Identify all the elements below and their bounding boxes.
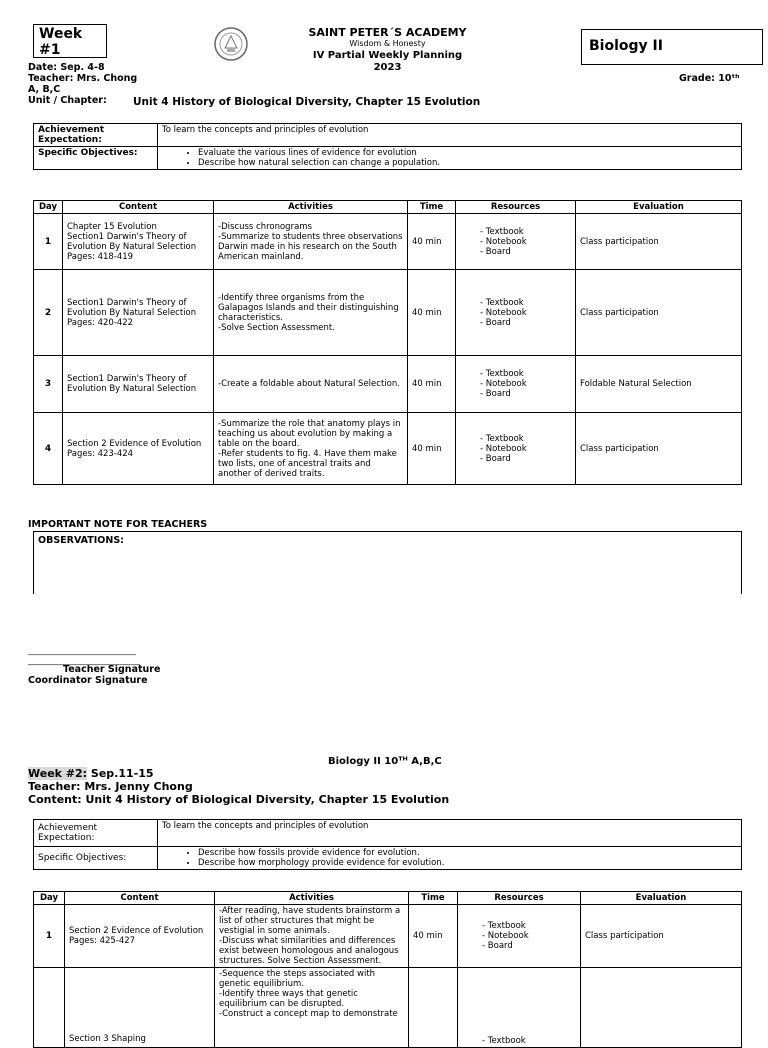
date: Date: Sep. 4-8 bbox=[28, 62, 105, 73]
objective-item: • Describe how morphology provide evidence for evolution. bbox=[198, 858, 737, 868]
week2-label: Week #2: bbox=[28, 767, 88, 780]
week2-teacher: Teacher: Mrs. Jenny Chong bbox=[28, 780, 193, 793]
table-row bbox=[34, 214, 742, 270]
content-cell bbox=[63, 270, 214, 356]
col-activities: Activities bbox=[215, 892, 409, 905]
col-time: Time bbox=[409, 892, 458, 905]
time-cell: 40 min bbox=[409, 905, 458, 968]
content-cell bbox=[63, 214, 214, 270]
col-day: Day bbox=[34, 892, 65, 905]
evaluation-cell: Class participation bbox=[576, 270, 742, 356]
subject-box bbox=[581, 29, 763, 65]
col-day: Day bbox=[34, 201, 63, 214]
resource-item: - Textbook bbox=[480, 369, 571, 379]
col-resources: Resources bbox=[456, 201, 576, 214]
unit-title: Unit 4 History of Biological Diversity, Chapter 15 Evolution bbox=[133, 96, 481, 108]
col-evaluation: Evaluation bbox=[581, 892, 742, 905]
teacher: Teacher: Mrs. Chong bbox=[28, 73, 138, 84]
day-cell: 4 bbox=[34, 413, 63, 485]
table-row bbox=[34, 270, 742, 356]
col-content: Content bbox=[63, 201, 214, 214]
resource-item: - Board bbox=[480, 318, 571, 328]
table-row bbox=[34, 905, 742, 968]
week2-dates: Sep.11-15 bbox=[90, 767, 154, 780]
objectives-label: Specific Objectives: bbox=[34, 847, 158, 870]
resources-cell bbox=[456, 214, 576, 270]
col-resources: Resources bbox=[458, 892, 581, 905]
week2-title: Biology II 10ᵀᴴ A,B,C bbox=[328, 756, 442, 767]
content-text: Section 3 Shaping bbox=[69, 1034, 146, 1044]
week2-content: Content: Unit 4 History of Biological Diversity, Chapter 15 Evolution bbox=[28, 793, 450, 806]
activities-cell bbox=[214, 413, 408, 485]
col-evaluation: Evaluation bbox=[576, 201, 742, 214]
resources-cell bbox=[456, 413, 576, 485]
content-cell bbox=[63, 413, 214, 485]
week2-schedule-table bbox=[33, 891, 742, 1048]
achievement-text: To learn the concepts and principles of evolution bbox=[158, 124, 742, 147]
resources-cell bbox=[458, 968, 581, 1048]
activities-text: -Discuss chronograms -Summarize to students three observations Darwin made in his research on the South American mainland. bbox=[218, 221, 403, 262]
unit-label: Unit / Chapter: bbox=[28, 95, 107, 106]
grade: Grade: 10ᵗʰ bbox=[679, 73, 740, 84]
signature-line-2: ____________________________ bbox=[28, 656, 140, 665]
day-cell bbox=[34, 968, 65, 1048]
content-cell bbox=[65, 968, 215, 1048]
plan-year: 2023 bbox=[373, 62, 402, 73]
content-text: Section 2 Evidence of Evolution Pages: 423-424 bbox=[67, 438, 202, 459]
resources-cell bbox=[458, 905, 581, 968]
resource-item: - Notebook bbox=[482, 931, 576, 941]
observations-label: OBSERVATIONS: bbox=[38, 535, 124, 546]
table-row bbox=[34, 413, 742, 485]
school-name: SAINT PETER´S ACADEMY bbox=[308, 26, 467, 39]
time-cell bbox=[409, 968, 458, 1048]
day-cell: 2 bbox=[34, 270, 63, 356]
evaluation-cell: Class participation bbox=[576, 413, 742, 485]
evaluation-cell bbox=[581, 968, 742, 1048]
resource-item: - Board bbox=[480, 454, 571, 464]
activities-text: -Create a foldable about Natural Selection. bbox=[218, 379, 400, 389]
resource-item: - Notebook bbox=[480, 308, 571, 318]
time-cell: 40 min bbox=[408, 214, 456, 270]
activities-cell bbox=[214, 356, 408, 413]
activities-text: -After reading, have students brainstorm a list of other structures that might be vestigial in some animals. -Discuss what similarities and differences exist between homologous and analogous structures. Solve Section Assessment. bbox=[219, 906, 401, 966]
activities-text: -Summarize the role that anatomy plays in teaching us about evolution by making a table on the board. -Refer students to fig. 4. Have them make two lists, one of ancestral traits and another of derived traits. bbox=[218, 418, 401, 479]
resource-item: - Notebook bbox=[480, 444, 571, 454]
week1-objectives-table bbox=[33, 123, 742, 170]
objective-item: • Describe how natural selection can change a population. bbox=[198, 158, 737, 168]
achievement-text: To learn the concepts and principles of evolution bbox=[158, 820, 742, 847]
day-cell: 1 bbox=[34, 214, 63, 270]
resource-item: - Textbook bbox=[482, 1036, 576, 1046]
observations-box bbox=[33, 531, 742, 594]
activities-cell bbox=[214, 270, 408, 356]
objectives-cell bbox=[158, 847, 742, 870]
content-cell bbox=[63, 356, 214, 413]
activities-cell bbox=[215, 968, 409, 1048]
week2-info bbox=[28, 767, 449, 806]
week1-schedule-table bbox=[33, 200, 742, 485]
achievement-label: Achievement Expectation: bbox=[34, 820, 158, 847]
resource-item: - Textbook bbox=[480, 434, 571, 444]
col-content: Content bbox=[65, 892, 215, 905]
resource-item: - Notebook bbox=[480, 379, 571, 389]
col-time: Time bbox=[408, 201, 456, 214]
content-text: Section 2 Evidence of Evolution Pages: 425-427 bbox=[69, 926, 204, 946]
day-cell: 3 bbox=[34, 356, 63, 413]
coordinator-signature-label: Coordinator Signature bbox=[28, 675, 148, 686]
week2-objectives-table bbox=[33, 819, 742, 870]
plan-title: IV Partial Weekly Planning bbox=[312, 50, 463, 61]
time-cell: 40 min bbox=[408, 270, 456, 356]
activities-text: -Sequence the steps associated with genetic equilibrium. -Identify three ways that genetic equilibrium can be disrupted. -Construct a concept map to demonstrate bbox=[219, 969, 398, 1019]
objective-item: • Evaluate the various lines of evidence for evolution bbox=[198, 148, 737, 158]
table-row bbox=[34, 968, 742, 1048]
achievement-label: Achievement Expectation: bbox=[34, 124, 158, 147]
content-text: Section1 Darwin's Theory of Evolution By Natural Selection Pages: 420-422 bbox=[67, 297, 197, 328]
week-label-box bbox=[33, 24, 107, 58]
evaluation-cell: Class participation bbox=[576, 214, 742, 270]
resource-item: - Textbook bbox=[480, 298, 571, 308]
resource-item: - Textbook bbox=[482, 921, 576, 931]
school-seal-icon bbox=[213, 26, 249, 62]
week-label: Week #1 bbox=[39, 26, 83, 58]
resources-cell bbox=[456, 270, 576, 356]
objectives-cell bbox=[158, 147, 742, 170]
activities-text: -Identify three organisms from the Galapagos Islands and their distinguishing characteristics. -Solve Section Assessment. bbox=[218, 292, 399, 333]
table-row bbox=[34, 356, 742, 413]
activities-cell bbox=[215, 905, 409, 968]
resource-item: - Board bbox=[480, 389, 571, 399]
content-text: Chapter 15 Evolution Section1 Darwin's Theory of Evolution By Natural Selection Pages: 418-419 bbox=[67, 221, 197, 262]
evaluation-cell: Foldable Natural Selection bbox=[576, 356, 742, 413]
content-cell bbox=[65, 905, 215, 968]
important-note-title: IMPORTANT NOTE FOR TEACHERS bbox=[28, 519, 208, 530]
groups: A, B,C bbox=[28, 84, 61, 95]
objectives-label: Specific Objectives: bbox=[34, 147, 158, 170]
header-info bbox=[28, 62, 137, 106]
col-activities: Activities bbox=[214, 201, 408, 214]
teacher-signature-label: Teacher Signature bbox=[63, 664, 161, 675]
objective-item: • Describe how fossils provide evidence for evolution. bbox=[198, 848, 737, 858]
school-motto: Wisdom & Honesty bbox=[349, 39, 426, 48]
resources-cell bbox=[456, 356, 576, 413]
resource-item: - Notebook bbox=[480, 237, 571, 247]
time-cell: 40 min bbox=[408, 356, 456, 413]
day-cell: 1 bbox=[34, 905, 65, 968]
activities-cell bbox=[214, 214, 408, 270]
resource-item: - Board bbox=[480, 247, 571, 257]
evaluation-cell: Class participation bbox=[581, 905, 742, 968]
resource-item: - Textbook bbox=[480, 227, 571, 237]
signature-line-1: ___________________________ bbox=[28, 646, 136, 655]
resource-item: - Board bbox=[482, 941, 576, 951]
content-text: Section1 Darwin's Theory of Evolution By Natural Selection bbox=[67, 374, 197, 394]
subject-label: Biology II bbox=[589, 38, 663, 54]
time-cell: 40 min bbox=[408, 413, 456, 485]
